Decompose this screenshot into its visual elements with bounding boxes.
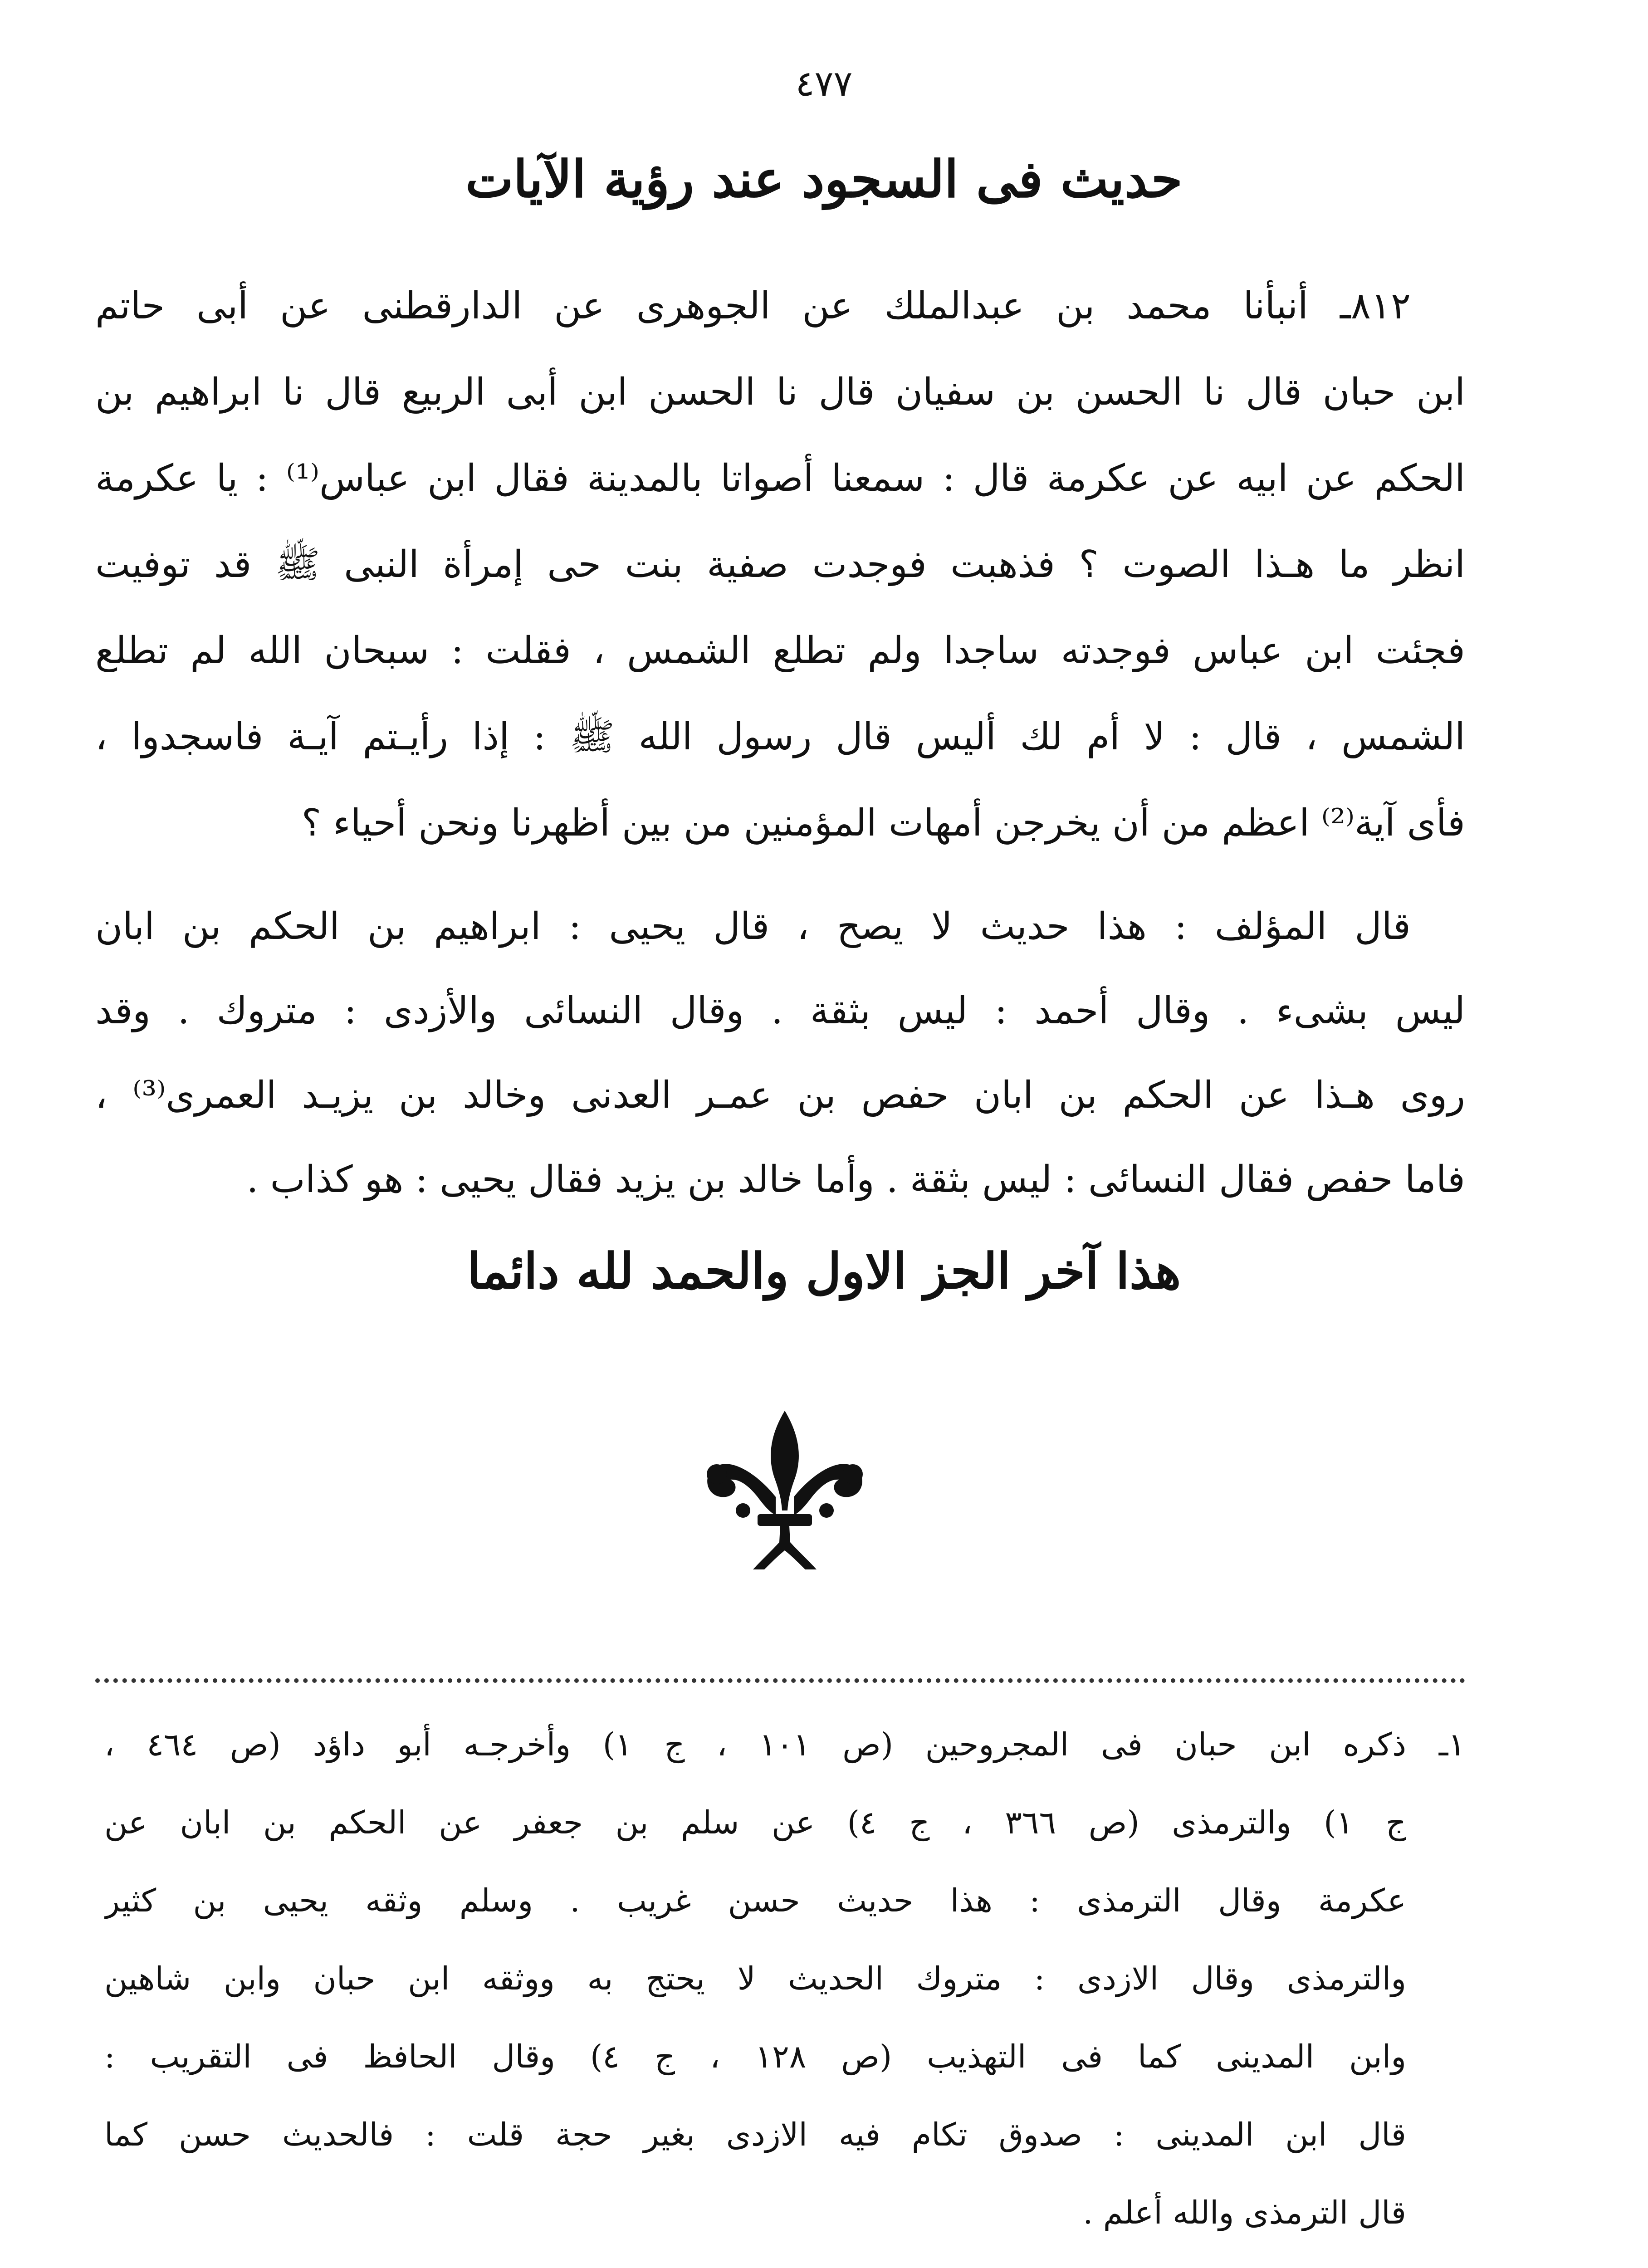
footnote-3 [821,2261,1048,2268]
footnote-text [1221,2261,1406,2268]
footnote-line: ذكره ابن حبان فى المجروحين (ص ١٠١ ، ج ١) وأخرجـه أبو داؤد (ص ٤٦٤ ، [104,1726,1406,1763]
section-heading: حديث فى السجود عند رؤية الآيات [465,150,1183,209]
footnote-number: ١ـ [1438,1726,1465,1763]
hadith-line: الحكم عن ابيه عن عكرمة قال : سمعنا أصواتا بالمدينة فقال ابن عباس⁽¹⁾ : يا عكرمة [95,457,1465,500]
hadith-line: فأى آية⁽²⁾ اعظم من أن يخرجن أمهات المؤمنين من بين أظهرنا ونحن أحياء ؟ [301,802,1465,845]
comment-line: روى هـذا عن الحكم بن ابان حفص بن عمـر العدنى وخالد بن يزيـد العمرى⁽³⁾ ، [95,1074,1465,1117]
footnote-text [104,1706,1406,2252]
comment-line: ليس بشىء . وقال أحمد : ليس بثقة . وقال النسائى والأزدى : متروك . وقد [95,989,1465,1032]
hadith-line: ٨١٢ـ أنبأنا محمد بن عبدالملك عن الجوهرى عن الدارقطنى عن أبى حاتم [95,284,1411,327]
hadith-line: الشمس ، قال : لا أم لك أليس قال رسول الله ﷺ : إذا رأيـتم آيـة فاسجدوا ، [95,715,1465,758]
footnote-text [821,2261,989,2268]
hadith-paragraph [95,263,1465,866]
footnote-line: وابن المدينى كما فى التهذيب (ص ١٢٨ ، ج ٤) وقال الحافظ فى التقريب : [104,2038,1406,2075]
footnotes-short [104,2261,1465,2268]
comment-line: قال المؤلف : هذا حديث لا يصح ، قال يحيى : ابراهيم بن الحكم بن ابان [95,905,1411,948]
hadith-line: انظر ما هـذا الصوت ؟ فذهبت فوجدت صفية بنت حى إمرأة النبى ﷺ قد توفيت [95,543,1465,586]
footnote-number [1406,2261,1465,2268]
footnote-divider [95,1678,1465,1683]
page-number: ٤٧٧ [795,64,853,104]
author-comment-paragraph [95,885,1465,1222]
footnote-1 [104,1706,1465,2252]
hadith-line: ابن حبان قال نا الحسن بن سفيان قال نا الحسن ابن أبى الربيع قال نا ابراهيم بن [95,371,1465,414]
footnote-line: والترمذى وقال الازدى : متروك الحديث لا يحتج به ووثقه ابن حبان وابن شاهين [104,1960,1406,1997]
hadith-line: فجئت ابن عباس فوجدته ساجدا ولم تطلع الشمس ، فقلت : سبحان الله لم تطلع [95,629,1465,672]
footnote-number [989,2261,1048,2268]
footnotes [104,1706,1465,2268]
footnote-line: قال الترمذى والله أعلم . [1083,2194,1406,2231]
comment-line: فاما حفص فقال النسائى : ليس بثقة . وأما خالد بن يزيد فقال يحيى : هو كذاب . [246,1158,1465,1201]
footnote-line: ج ١) والترمذى (ص ٣٦٦ ، ج ٤) عن سلم بن جعفر عن الحكم بن ابان عن [104,1804,1406,1841]
footnote-line: قال ابن المدينى : صدوق تكام فيه الازدى بغير حجة قلت : فالحديث حسن كما [104,2116,1406,2153]
fleur-de-lis-ornament-icon [690,1406,880,1579]
footnote-2 [1221,2261,1465,2268]
footnote-line: عكرمة وقال الترمذى : هذا حديث حسن غريب . وسلم وثقه يحيى بن كثير [104,1882,1406,1919]
closing-statement: هذا آخر الجز الاول والحمد لله دائما [467,1243,1181,1300]
